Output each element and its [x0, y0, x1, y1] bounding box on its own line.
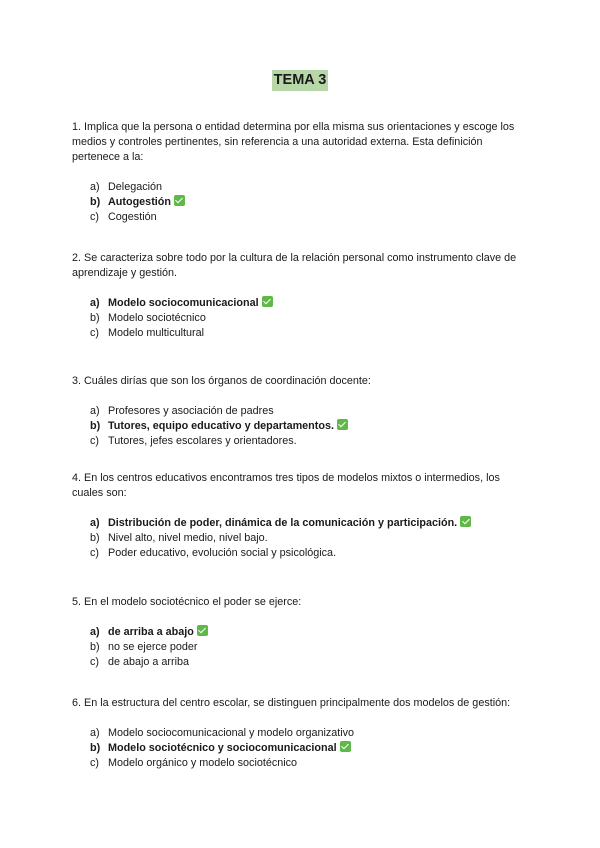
question-text: 6. En la estructura del centro escolar, se distinguen principalmente dos modelos de gestión:: [72, 697, 511, 709]
option-letter: c): [90, 211, 99, 223]
option-letter: a): [90, 405, 100, 417]
option-letter: a): [90, 297, 100, 309]
question-6: [72, 696, 532, 771]
option-a: [72, 296, 532, 311]
option-a: [72, 404, 532, 419]
option-text: Modelo sociocomunicacional: [108, 297, 259, 309]
option-list: [72, 404, 532, 449]
option-b: [72, 195, 532, 210]
option-letter: a): [90, 727, 100, 739]
option-letter: a): [90, 181, 100, 193]
option-letter: b): [90, 742, 101, 754]
option-text: Tutores, equipo educativo y departamentos.: [108, 420, 334, 432]
option-c: [72, 210, 532, 225]
check-mark-icon: [262, 296, 273, 307]
option-text: Modelo orgánico y modelo sociotécnico: [108, 757, 298, 769]
option-a: [72, 726, 532, 741]
question-1: [72, 120, 532, 225]
option-text: Poder educativo, evolución social y psicológica.: [108, 547, 337, 559]
option-letter: a): [90, 517, 100, 529]
option-text: Modelo sociocomunicacional y modelo organizativo: [108, 727, 355, 739]
option-letter: c): [90, 656, 99, 668]
option-text: Autogestión: [108, 196, 171, 208]
option-letter: c): [90, 435, 99, 447]
option-b: [72, 531, 532, 546]
option-letter: b): [90, 312, 100, 324]
option-list: [72, 180, 532, 225]
question-3: [72, 374, 532, 449]
question-text: 2. Se caracteriza sobre todo por la cultura de la relación personal como instrumento clave de aprendizaje y gestión.: [72, 252, 517, 279]
page-title: TEMA 3: [272, 70, 329, 91]
question-text: 3. Cuáles dirías que son los órganos de coordinación docente:: [72, 375, 371, 387]
check-mark-icon: [337, 419, 348, 430]
option-text: Modelo sociotécnico: [108, 312, 206, 324]
option-a: [72, 180, 532, 195]
option-b: [72, 419, 532, 434]
option-a: [72, 516, 532, 531]
option-letter: c): [90, 757, 99, 769]
question-text: 4. En los centros educativos encontramos tres tipos de modelos mixtos o intermedios, los cuales son:: [72, 472, 500, 499]
option-text: Distribución de poder, dinámica de la comunicación y participación.: [108, 517, 458, 529]
option-text: Nivel alto, nivel medio, nivel bajo.: [108, 532, 268, 544]
option-letter: b): [90, 196, 101, 208]
option-letter: b): [90, 420, 101, 432]
question-text: 1. Implica que la persona o entidad determina por ella misma sus orientaciones y escoge los medios y controles pertinentes, sin referencia a una autoridad externa. Esta definición pertenece a la:: [72, 121, 515, 163]
question-text: 5. En el modelo sociotécnico el poder se ejerce:: [72, 596, 302, 608]
option-b: [72, 311, 532, 326]
option-list: [72, 296, 532, 341]
option-list: [72, 516, 532, 561]
check-mark-icon: [340, 741, 351, 752]
option-text: Modelo multicultural: [108, 327, 205, 339]
option-list: [72, 625, 532, 670]
option-text: de abajo a arriba: [108, 656, 190, 668]
check-mark-icon: [197, 625, 208, 636]
option-c: [72, 655, 532, 670]
check-mark-icon: [460, 516, 471, 527]
option-c: [72, 756, 532, 771]
option-letter: a): [90, 626, 100, 638]
question-5: [72, 595, 532, 670]
option-list: [72, 726, 532, 771]
option-text: Tutores, jefes escolares y orientadores.: [108, 435, 297, 447]
option-b: [72, 640, 532, 655]
title-container: [0, 70, 600, 91]
question-2: [72, 251, 532, 341]
option-text: no se ejerce poder: [108, 641, 198, 653]
option-text: Modelo sociotécnico y sociocomunicacional: [108, 742, 337, 754]
option-letter: c): [90, 327, 99, 339]
option-text: Cogestión: [108, 211, 157, 223]
check-mark-icon: [174, 195, 185, 206]
option-c: [72, 546, 532, 561]
question-4: [72, 471, 532, 561]
option-c: [72, 434, 532, 449]
option-letter: b): [90, 641, 100, 653]
option-c: [72, 326, 532, 341]
option-letter: b): [90, 532, 100, 544]
option-text: Delegación: [108, 181, 163, 193]
option-text: Profesores y asociación de padres: [108, 405, 274, 417]
option-letter: c): [90, 547, 99, 559]
option-text: de arriba a abajo: [108, 626, 194, 638]
option-a: [72, 625, 532, 640]
option-b: [72, 741, 532, 756]
